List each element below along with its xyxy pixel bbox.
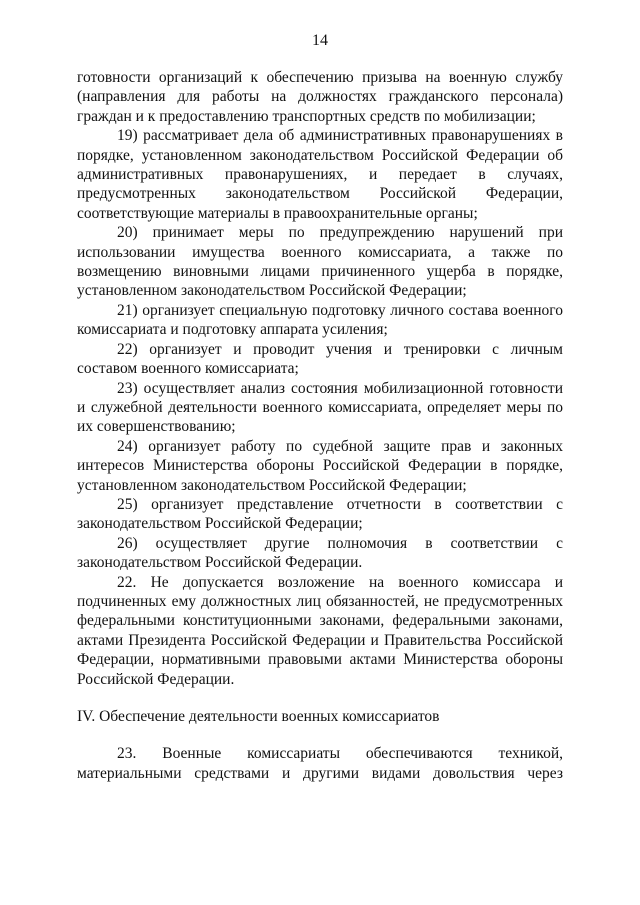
list-item-19: 19) рассматривает дела об административных правонарушениях в порядке, установленном законодательством Российской Федерации об административных правонарушениях, и передает в случаях, предусмотренных законодательством Российской Федерации, соответствующие материалы в правоохранительные органы;: [77, 127, 563, 222]
section-heading: IV. Обеспечение деятельности военных комиссариатов: [77, 708, 440, 725]
list-item-24: 24) организует работу по судебной защите прав и законных интересов Министерства обороны Российской Федерации в порядке, установленном законодательством Российской Федерации;: [77, 437, 563, 494]
clause-22: 22. Не допускается возложение на военного комиссара и подчиненных ему должностных лиц обязанностей, не предусмотренных федеральными конституционными законами, федеральными законами, актами Президента Российской Федерации и Правительства Российской Федерации, нормативными правовыми актами Министерства обороны Российской Федерации.: [77, 573, 563, 688]
paragraph-continuation: готовности организаций к обеспечению призыва на военную службу (направления для работы на должностях гражданского персонала) граждан и к предоставлению транспортных средств по мобилизации;: [77, 69, 563, 125]
list-item-21: 21) организует специальную подготовку личного состава военного комиссариата и подготовку аппарата усиления;: [77, 301, 563, 339]
list-item-26: 26) осуществляет другие полномочия в соответствии с законодательством Российской Федерации.: [77, 534, 563, 572]
list-item-25: 25) организует представление отчетности в соответствии с законодательством Российской Федерации;: [77, 495, 563, 533]
list-item-22: 22) организует и проводит учения и тренировки с личным составом военного комиссариата;: [77, 340, 563, 378]
list-item-23: 23) осуществляет анализ состояния мобилизационной готовности и служебной деятельности военного комиссариата, определяет меры по их совершенствованию;: [77, 379, 563, 436]
clause-23: 23. Военные комиссариаты обеспечиваются техникой, материальными средствами и другими видами довольствия через: [77, 745, 563, 782]
page-number: 14: [312, 32, 328, 49]
document-body: [77, 68, 563, 783]
list-item-20: 20) принимает меры по предупреждению нарушений при использовании имущества военного комиссариата, а также по возмещению виновными лицами причиненного ущерба в порядке, установленном законодательством Российской Федерации;: [77, 224, 563, 300]
